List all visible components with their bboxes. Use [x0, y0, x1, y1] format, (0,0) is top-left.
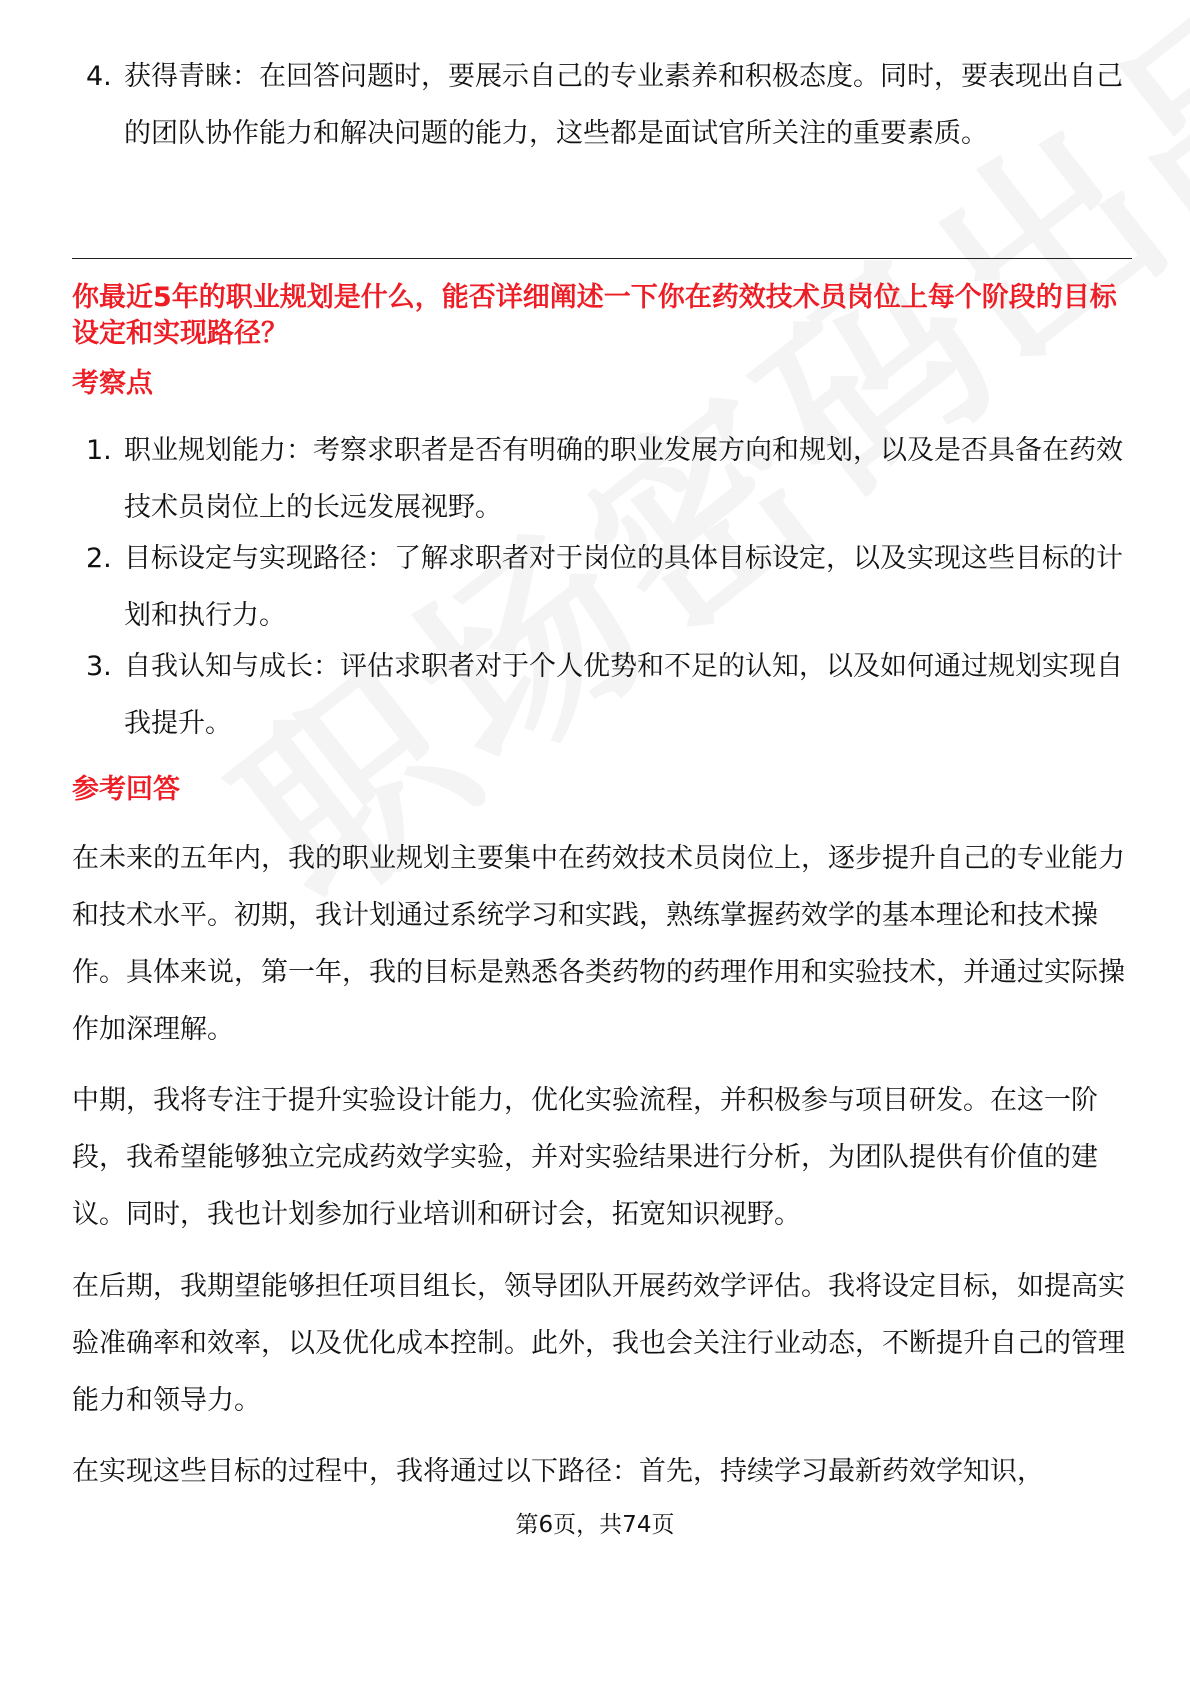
list-item-3 [72, 638, 1132, 752]
list-item-4 [72, 48, 1132, 162]
page-number: 第6页，共74页 [515, 1512, 675, 1538]
answer-paragraph-2: 中期，我将专注于提升实验设计能力，优化实验流程，并积极参与项目研发。在这一阶段，我希望能够独立完成药效学实验，并对实验结果进行分析，为团队提供有价值的建议。同时，我也计划参加行业培训和研讨会，拓宽知识视野。 [72, 1085, 1098, 1230]
list-number: 2. [86, 543, 112, 574]
list-number: 3. [86, 651, 112, 682]
question-heading: 你最近5年的职业规划是什么，能否详细阐述一下你在药效技术员岗位上每个阶段的目标设定和实现路径？ [72, 282, 1117, 349]
focus-heading: 考察点 [72, 368, 153, 399]
answer-heading: 参考回答 [72, 774, 180, 805]
answer-paragraph-4: 在实现这些目标的过程中，我将通过以下路径：首先，持续学习最新药效学知识， [72, 1456, 1044, 1487]
list-text: 获得青睐：在回答问题时，要展示自己的专业素养和积极态度。同时，要表现出自己的团队协作能力和解决问题的能力，这些都是面试官所关注的重要素质。 [124, 61, 1123, 149]
list-text: 目标设定与实现路径：了解求职者对于岗位的具体目标设定，以及实现这些目标的计划和执行力。 [124, 543, 1123, 631]
section-divider [72, 258, 1132, 259]
list-number: 4. [86, 61, 112, 92]
list-number: 1. [86, 435, 112, 466]
answer-paragraph-3: 在后期，我期望能够担任项目组长，领导团队开展药效学评估。我将设定目标，如提高实验准确率和效率，以及优化成本控制。此外，我也会关注行业动态，不断提升自己的管理能力和领导力。 [72, 1271, 1125, 1416]
list-text: 自我认知与成长：评估求职者对于个人优势和不足的认知，以及如何通过规划实现自我提升。 [124, 651, 1123, 739]
answer-paragraph-1: 在未来的五年内，我的职业规划主要集中在药效技术员岗位上，逐步提升自己的专业能力和技术水平。初期，我计划通过系统学习和实践，熟练掌握药效学的基本理论和技术操作。具体来说，第一年，我的目标是熟悉各类药物的药理作用和实验技术，并通过实际操作加深理解。 [72, 843, 1125, 1045]
list-text: 职业规划能力：考察求职者是否有明确的职业发展方向和规划，以及是否具备在药效技术员岗位上的长远发展视野。 [124, 435, 1123, 523]
list-item-1 [72, 422, 1132, 536]
list-item-2 [72, 530, 1132, 644]
